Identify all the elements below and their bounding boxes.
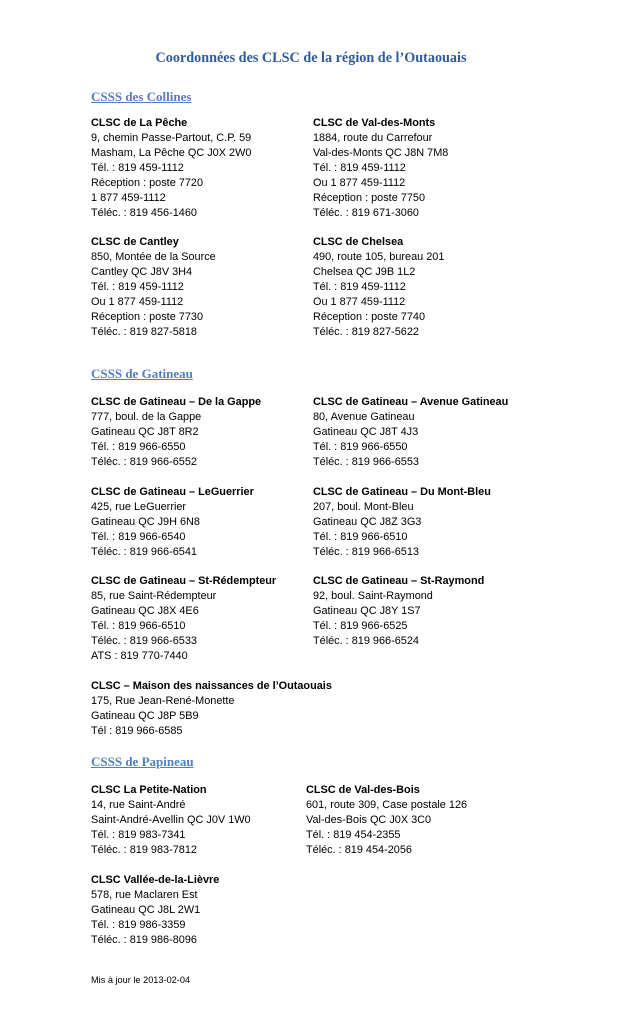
fax-line: Téléc. : 819 983-7812 (91, 844, 197, 856)
address-line: 175, Rue Jean-René-Monette (91, 695, 235, 707)
city-line: Saint-André-Avellin QC J0V 1W0 (91, 814, 251, 826)
city-line: Val-des-Monts QC J8N 7M8 (313, 147, 449, 159)
tty-line: ATS : 819 770-7440 (91, 650, 188, 662)
address-line: 1884, route du Carrefour (313, 132, 433, 144)
fax-line: Téléc. : 819 966-6513 (313, 546, 419, 558)
address-line: 9, chemin Passe-Partout, C.P. 59 (91, 132, 252, 144)
clsc-entry-chelsea (313, 235, 528, 340)
tollfree-line: 1 877 459-1112 (91, 192, 166, 204)
address-line: 601, route 309, Case postale 126 (306, 799, 468, 811)
clsc-entry-cantley (91, 235, 306, 340)
phone-line: Tél. : 819 966-6550 (313, 441, 408, 453)
clsc-name: CLSC – Maison des naissances de l’Outaouais (91, 680, 332, 692)
clsc-entry-val-des-monts (313, 116, 528, 221)
reception-line: Réception : poste 7750 (313, 192, 426, 204)
fax-line: Téléc. : 819 966-6552 (91, 456, 197, 468)
address-line: 92, boul. Saint-Raymond (313, 590, 433, 602)
phone-line: Tél. : 819 459-1112 (91, 162, 184, 174)
reception-line: Réception : poste 7740 (313, 311, 426, 323)
clsc-name: CLSC de Gatineau – Avenue Gatineau (313, 396, 509, 408)
city-line: Gatineau QC J8T 4J3 (313, 426, 419, 438)
fax-line: Téléc. : 819 966-6533 (91, 635, 197, 647)
phone-line: Tél. : 819 986-3359 (91, 919, 186, 931)
fax-line: Téléc. : 819 966-6541 (91, 546, 197, 558)
fax-line: Téléc. : 819 454-2056 (306, 844, 412, 856)
city-line: Val-des-Bois QC J0X 3C0 (306, 814, 432, 826)
clsc-name: CLSC de La Pêche (91, 117, 188, 129)
clsc-entry-maison-des-naissances (91, 679, 391, 739)
clsc-entry-du-mont-bleu (313, 485, 543, 560)
clsc-name: CLSC de Gatineau – Du Mont-Bleu (313, 486, 491, 498)
phone-line: Tél. : 819 983-7341 (91, 829, 186, 841)
phone-line: Tél. : 819 966-6510 (91, 620, 186, 632)
clsc-name: CLSC Vallée-de-la-Lièvre (91, 874, 220, 886)
phone-line: Tél. : 819 459-1112 (91, 281, 184, 293)
page-title: Coordonnées des CLSC de la région de l’Outaouais (155, 50, 467, 66)
city-line: Gatineau QC J8Y 1S7 (313, 605, 421, 617)
clsc-name: CLSC La Petite-Nation (91, 784, 207, 796)
clsc-name: CLSC de Gatineau – LeGuerrier (91, 486, 254, 498)
phone-line: Tél. : 819 966-6540 (91, 531, 186, 543)
reception-line: Réception : poste 7720 (91, 177, 204, 189)
phone-line: Tél. : 819 966-6510 (313, 531, 408, 543)
update-date: Mis à jour le 2013-02-04 (91, 975, 191, 985)
address-line: 14, rue Saint-André (91, 799, 186, 811)
phone-line: Tél. : 819 966-6550 (91, 441, 186, 453)
fax-line: Téléc. : 819 966-6524 (313, 635, 419, 647)
tollfree-line: Ou 1 877 459-1112 (313, 296, 406, 308)
city-line: Gatineau QC J8L 2W1 (91, 904, 201, 916)
section-title-papineau: CSSS de Papineau (91, 754, 194, 769)
fax-line: Téléc. : 819 966-6553 (313, 456, 419, 468)
clsc-entry-de-la-gappe (91, 395, 306, 470)
clsc-name: CLSC de Gatineau – De la Gappe (91, 396, 262, 408)
address-line: 207, boul. Mont-Bleu (313, 501, 414, 513)
clsc-entry-la-petite-nation (91, 783, 306, 858)
fax-line: Téléc. : 819 671-3060 (313, 207, 419, 219)
clsc-entry-la-peche (91, 116, 306, 221)
address-line: 425, rue LeGuerrier (91, 501, 187, 513)
phone-line: Tél. : 819 966-6525 (313, 620, 408, 632)
phone-line: Tél. : 819 454-2355 (306, 829, 401, 841)
clsc-entry-leguerrier (91, 485, 306, 560)
clsc-entry-st-raymond (313, 574, 543, 649)
phone-line: Tél : 819 966-6585 (91, 725, 183, 737)
city-line: Chelsea QC J9B 1L2 (313, 266, 416, 278)
clsc-entry-vallee-de-la-lievre (91, 873, 306, 948)
address-line: 80, Avenue Gatineau (313, 411, 415, 423)
section-title-gatineau: CSSS de Gatineau (91, 366, 193, 381)
city-line: Gatineau QC J9H 6N8 (91, 516, 200, 528)
city-line: Gatineau QC J8X 4E6 (91, 605, 199, 617)
fax-line: Téléc. : 819 827-5818 (91, 326, 197, 338)
fax-line: Téléc. : 819 456-1460 (91, 207, 197, 219)
clsc-name: CLSC de Gatineau – St-Rédempteur (91, 575, 277, 587)
clsc-entry-val-des-bois (306, 783, 546, 858)
phone-line: Tél. : 819 459-1112 (313, 162, 406, 174)
address-line: 85, rue Saint-Rédempteur (91, 590, 217, 602)
city-line: Gatineau QC J8Z 3G3 (313, 516, 422, 528)
clsc-name: CLSC de Chelsea (313, 236, 404, 248)
phone-line: Tél. : 819 459-1112 (313, 281, 406, 293)
clsc-name: CLSC de Val-des-Monts (313, 117, 436, 129)
tollfree-line: Ou 1 877 459-1112 (91, 296, 184, 308)
city-line: Masham, La Pêche QC J0X 2W0 (91, 147, 252, 159)
city-line: Cantley QC J8V 3H4 (91, 266, 193, 278)
clsc-name: CLSC de Gatineau – St-Raymond (313, 575, 485, 587)
clsc-name: CLSC de Val-des-Bois (306, 784, 420, 796)
address-line: 490, route 105, bureau 201 (313, 251, 445, 263)
address-line: 578, rue Maclaren Est (91, 889, 198, 901)
clsc-entry-st-redempteur (91, 574, 306, 664)
tollfree-line: Ou 1 877 459-1112 (313, 177, 406, 189)
address-line: 777, boul. de la Gappe (91, 411, 202, 423)
fax-line: Téléc. : 819 827-5622 (313, 326, 419, 338)
fax-line: Téléc. : 819 986-8096 (91, 934, 197, 946)
reception-line: Réception : poste 7730 (91, 311, 204, 323)
city-line: Gatineau QC J8T 8R2 (91, 426, 199, 438)
section-title-collines: CSSS des Collines (91, 89, 192, 104)
address-line: 850, Montée de la Source (91, 251, 216, 263)
clsc-entry-avenue-gatineau (313, 395, 543, 470)
clsc-name: CLSC de Cantley (91, 236, 179, 248)
city-line: Gatineau QC J8P 5B9 (91, 710, 199, 722)
